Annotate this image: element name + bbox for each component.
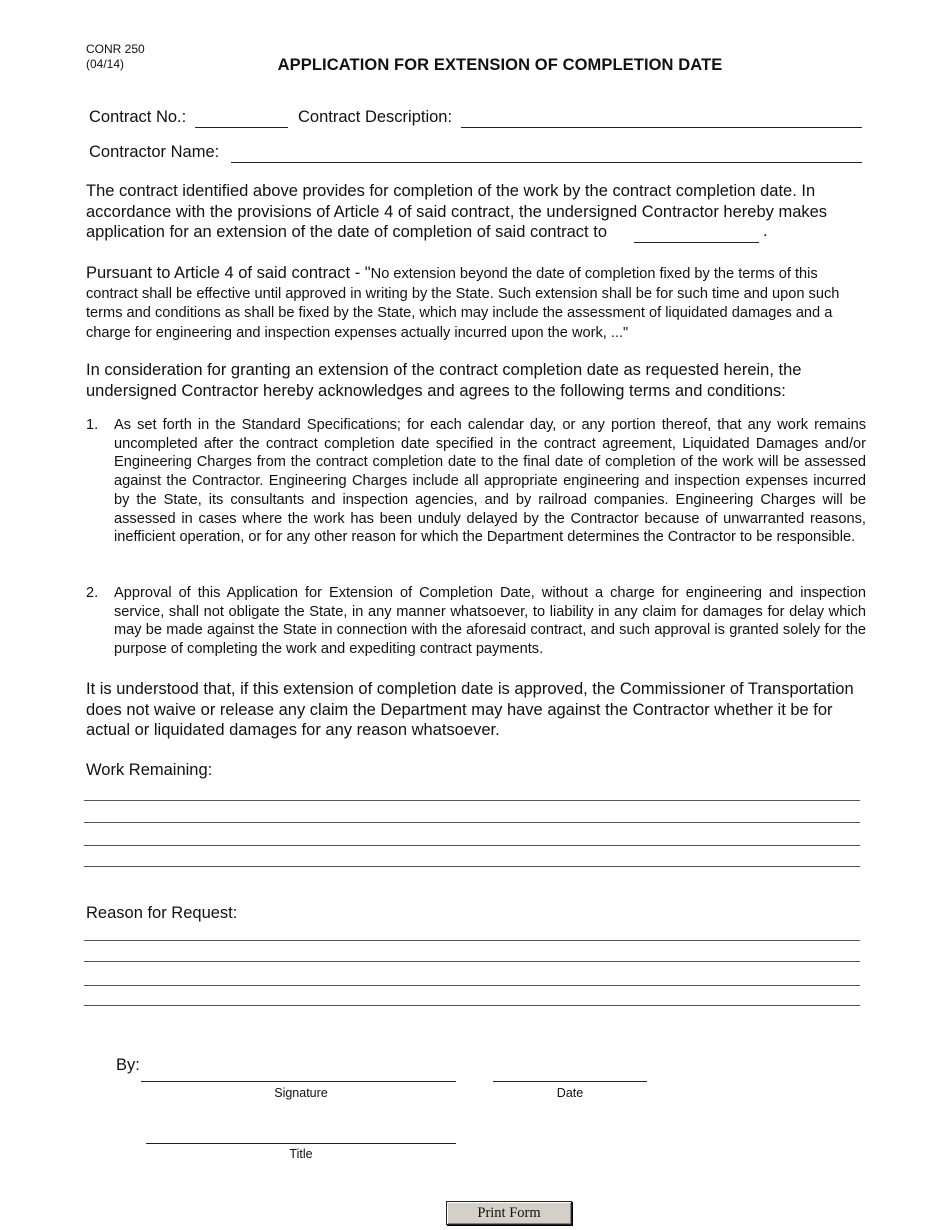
title-field[interactable] (146, 1143, 456, 1144)
intro-paragraph (86, 181, 866, 243)
contract-no-field[interactable] (195, 127, 288, 128)
terms-item-2 (86, 584, 866, 659)
intro-period: . (763, 222, 768, 240)
contract-description-label: Contract Description: (298, 108, 453, 126)
work-remaining-line[interactable] (84, 845, 860, 846)
date-field[interactable] (493, 1081, 647, 1082)
contract-description-field[interactable] (461, 127, 862, 128)
form-number: CONR 250 (86, 42, 145, 56)
by-label: By: (116, 1056, 140, 1074)
reason-label: Reason for Request: (86, 904, 238, 922)
contractor-name-label: Contractor Name: (89, 143, 220, 161)
article-paragraph (86, 264, 866, 343)
contractor-name-field[interactable] (231, 162, 862, 163)
date-caption: Date (556, 1086, 584, 1100)
reason-line[interactable] (84, 961, 860, 962)
form-revision: (04/14) (86, 57, 125, 71)
page-title (0, 56, 950, 75)
contract-no-label: Contract No.: (89, 108, 187, 126)
terms-item-text: As set forth in the Standard Specifications; for each calendar day, or any portion thereof, that any work remains uncompleted after the contract completion date specified in the contract agreement, Liquidated Damages and/or Engineering Charges from the contract completion date to the final date of completion of the work will be assessed against the Contractor. Engineering Charges include all appropriate engineering and inspection expenses incurred by the State, its consultants and inspection agencies, and by railroad companies. Engineering Charges will be assessed in cases where the work has been unduly delayed by the Contractor because of unwarranted reasons, inefficient operation, or for any other reason for which the Department determines the Contractor to be responsible. (114, 417, 866, 546)
signature-field[interactable] (141, 1081, 456, 1082)
print-form-button[interactable]: Print Form (446, 1201, 572, 1225)
consideration-paragraph: In consideration for granting an extension of the contract completion date as requested herein, the undersigned Contractor hereby acknowledges and agrees to the following terms and conditions: (86, 361, 802, 400)
terms-item-1 (86, 416, 866, 547)
work-remaining-label: Work Remaining: (86, 761, 213, 779)
signature-caption: Signature (274, 1086, 328, 1100)
reason-line[interactable] (84, 985, 860, 986)
terms-item-number: 1. (86, 417, 99, 433)
understood-paragraph: It is understood that, if this extension of completion date is approved, the Commissioner of Transportation does not waive or release any claim the Department may have against the Contractor whether it be for actual or liquidated damages for any reason whatsoever. (86, 680, 854, 739)
work-remaining-line[interactable] (84, 822, 860, 823)
work-remaining-line[interactable] (84, 800, 860, 801)
article-quote: No extension beyond the date of completion fixed by the terms of this contract shall be effective until approved in writing by the State. Such extension shall be for such time and upon such terms and conditions as shall be fixed by the State, which may include the assessment of liquidated damages and a charge for engineering and inspection expenses actually incurred upon the work, ..." (86, 266, 840, 342)
intro-text: The contract identified above provides for completion of the work by the contract completion date. In accordance with the provisions of Article 4 of said contract, the undersigned Contractor hereby makes application for an extension of the date of completion of said contract to (86, 182, 828, 241)
reason-line[interactable] (84, 1005, 860, 1006)
terms-item-text: Approval of this Application for Extension of Completion Date, without a charge for engineering and inspection service, shall not obligate the State, in any manner whatsoever, to liability in any claim for damages for delay which may be made against the State in connection with the aforesaid contract, and such approval is granted solely for the purpose of completing the work and expediting contract payments. (114, 585, 866, 658)
reason-line[interactable] (84, 940, 860, 941)
terms-item-number: 2. (86, 585, 99, 601)
page-title-text: APPLICATION FOR EXTENSION OF COMPLETION DATE (277, 56, 723, 74)
title-caption: Title (289, 1147, 313, 1161)
work-remaining-line[interactable] (84, 866, 860, 867)
extension-date-field[interactable] (634, 242, 759, 243)
article-lead: Pursuant to Article 4 of said contract - " (86, 264, 371, 282)
